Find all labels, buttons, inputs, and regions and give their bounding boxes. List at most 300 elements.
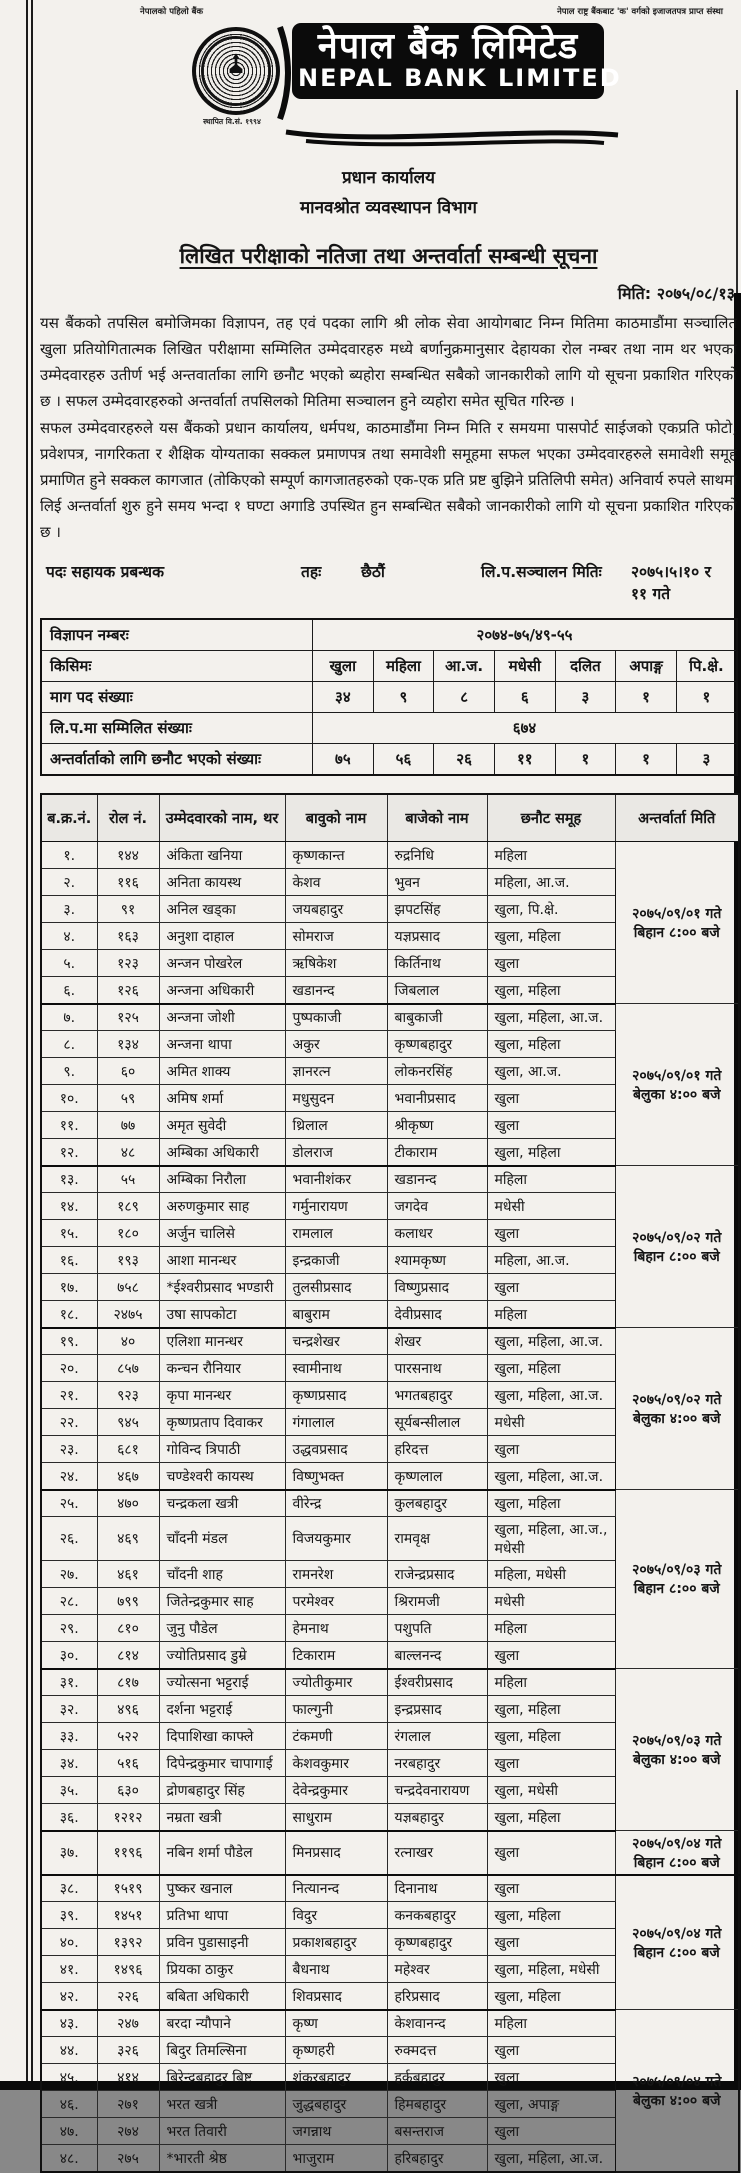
roll-cell: १२५ xyxy=(97,1004,159,1031)
sn-cell: ५. xyxy=(41,950,97,977)
level-value: छैठौं xyxy=(361,563,385,582)
interview-date-cell: २०७५/०९/०३ गते बेलुका ४:०० बजे xyxy=(615,1669,739,1831)
grandfather-cell: राजेन्द्रप्रसाद xyxy=(387,1561,487,1588)
roll-cell: ४१४ xyxy=(97,2064,159,2091)
group-cell: महिला xyxy=(487,2010,615,2037)
demand-count-cell: ८ xyxy=(434,682,495,713)
grandfather-cell: भगतबहादुर xyxy=(387,1382,487,1409)
group-cell: खुला xyxy=(487,1642,615,1669)
sn-cell: १५. xyxy=(41,1220,97,1247)
father-cell: उद्धवप्रसाद xyxy=(285,1436,387,1463)
selected-count-cell: ३ xyxy=(676,744,737,776)
sn-cell: ४३. xyxy=(41,2010,97,2037)
exam-date-value: २०७५।५।१० र ११ गते xyxy=(631,563,711,604)
name-cell: जुनु पौडेल xyxy=(159,1615,285,1642)
father-cell: भाजुराम xyxy=(285,2145,387,2172)
grandfather-cell: कलाधर xyxy=(387,1220,487,1247)
sn-cell: ३७. xyxy=(41,1831,97,1875)
father-cell: भवानीशंकर xyxy=(285,1166,387,1193)
father-cell: नित्यानन्द xyxy=(285,1875,387,1902)
grandfather-cell: हरिबहादुर xyxy=(387,2145,487,2172)
grandfather-cell: हिमबहादुर xyxy=(387,2091,487,2118)
father-cell: जयबहादुर xyxy=(285,896,387,923)
selected-label: अन्तर्वार्ताको लागि छनौट भएको संख्याः xyxy=(41,744,313,776)
roll-cell: २२६ xyxy=(97,1983,159,2010)
grandfather-cell: कृष्णलाल xyxy=(387,1463,487,1490)
name-cell: प्रविन पुडासाइनी xyxy=(159,1929,285,1956)
roll-cell: १४५१ xyxy=(97,1902,159,1929)
grandfather-cell: जिबलाल xyxy=(387,977,487,1004)
roll-cell: ४६१ xyxy=(97,1561,159,1588)
group-cell: महिला xyxy=(487,1166,615,1193)
group-cell: खुला, आ.ज. xyxy=(487,1058,615,1085)
grandfather-cell: रामवृक्ष xyxy=(387,1517,487,1561)
column-header: छनौट समूह xyxy=(487,794,615,842)
roll-cell: १४४ xyxy=(97,842,159,869)
table-row xyxy=(41,1004,739,1031)
sn-cell: १. xyxy=(41,842,97,869)
sn-cell: ४७. xyxy=(41,2118,97,2145)
selected-count-cell: ५६ xyxy=(373,744,434,776)
father-cell: मधुसुदन xyxy=(285,1085,387,1112)
sn-cell: २४. xyxy=(41,1463,97,1490)
grandfather-cell: टीकाराम xyxy=(387,1139,487,1166)
roll-cell: १४९६ xyxy=(97,1956,159,1983)
group-cell: खुला, महिला xyxy=(487,1031,615,1058)
emblem-caption: स्थापित वि.सं. १९९४ xyxy=(203,117,261,126)
father-cell: केशवकुमार xyxy=(285,1750,387,1777)
roll-cell: ८५७ xyxy=(97,1355,159,1382)
sn-cell: २०. xyxy=(41,1355,97,1382)
name-cell: जितेन्द्रकुमार साह xyxy=(159,1588,285,1615)
selected-count-cell: १ xyxy=(616,744,677,776)
page-border-line-left-outer xyxy=(26,0,28,2082)
grandfather-cell: रुक्मदत्त xyxy=(387,2037,487,2064)
category-cell: आ.ज. xyxy=(434,651,495,682)
father-cell: केशव xyxy=(285,869,387,896)
name-cell: अन्जना अधिकारी xyxy=(159,977,285,1004)
column-header: उम्मेदवारको नाम, थर xyxy=(159,794,285,842)
father-cell: जगन्नाथ xyxy=(285,2118,387,2145)
interview-date-cell: २०७५/०९/०१ गते बेलुका ४:०० बजे xyxy=(615,1004,739,1166)
father-cell: ज्ञानरत्न xyxy=(285,1058,387,1085)
grandfather-cell: बाल्लनन्द xyxy=(387,1642,487,1669)
roll-cell: २४७ xyxy=(97,2010,159,2037)
group-cell: खुला, महिला, आ.ज. xyxy=(487,1382,615,1409)
sn-cell: ३४. xyxy=(41,1750,97,1777)
group-cell: खुला, मधेसी xyxy=(487,1777,615,1804)
father-cell: तुलसीप्रसाद xyxy=(285,1274,387,1301)
name-cell: ज्योतिप्रसाद डुम्रे xyxy=(159,1642,285,1669)
sn-cell: १०. xyxy=(41,1085,97,1112)
name-cell: बबिता अधिकारी xyxy=(159,1983,285,2010)
roll-cell: ५१६ xyxy=(97,1750,159,1777)
demand-count-cell: ३ xyxy=(555,682,616,713)
roll-cell: १६३ xyxy=(97,923,159,950)
group-cell: खुला, महिला xyxy=(487,977,615,1004)
grandfather-cell: कृष्णबहादुर xyxy=(387,1929,487,1956)
name-cell: चाँदनी शाह xyxy=(159,1561,285,1588)
grandfather-cell: यज्ञबहादुर xyxy=(387,1804,487,1831)
category-cell: पि.क्षे. xyxy=(676,651,737,682)
sn-cell: ३५. xyxy=(41,1777,97,1804)
grandfather-cell: श्रीकृष्ण xyxy=(387,1112,487,1139)
sn-cell: ७. xyxy=(41,1004,97,1031)
appeared-value: ६७४ xyxy=(313,713,738,744)
grandfather-cell: पशुपति xyxy=(387,1615,487,1642)
name-cell: अनिता कायस्थ xyxy=(159,869,285,896)
name-cell: अम्बिका निरौला xyxy=(159,1166,285,1193)
father-cell: कृष्णप्रसाद xyxy=(285,1382,387,1409)
demand-label: माग पद संख्याः xyxy=(41,682,313,713)
demand-count-cell: १ xyxy=(676,682,737,713)
roll-cell: ९४५ xyxy=(97,1409,159,1436)
sn-cell: ३१. xyxy=(41,1669,97,1696)
sn-cell: २१. xyxy=(41,1382,97,1409)
group-cell: खुला xyxy=(487,2118,615,2145)
exam-date-label: लि.प.सञ्चालन मितिः xyxy=(481,563,602,582)
grandfather-cell: दिनानाथ xyxy=(387,1875,487,1902)
grandfather-cell: पारसनाथ xyxy=(387,1355,487,1382)
grandfather-cell: हर्कबहादुर xyxy=(387,2064,487,2091)
group-cell: मधेसी xyxy=(487,1409,615,1436)
name-cell: प्रतिभा थापा xyxy=(159,1902,285,1929)
grandfather-cell: हरिदत्त xyxy=(387,1436,487,1463)
name-cell: अंकिता खनिया xyxy=(159,842,285,869)
department-line: मानवश्रोत व्यवस्थापन विभाग xyxy=(300,198,477,218)
group-cell: खुला xyxy=(487,2064,615,2091)
sn-cell: ३६. xyxy=(41,1804,97,1831)
sn-cell: १६. xyxy=(41,1247,97,1274)
name-cell: अमित शाक्य xyxy=(159,1058,285,1085)
sn-cell: ४०. xyxy=(41,1929,97,1956)
interview-date-cell: २०७५/०९/०४ गते बिहान ८:०० बजे xyxy=(615,1831,739,1875)
roll-cell: १५१९ xyxy=(97,1875,159,1902)
table-row xyxy=(41,842,739,869)
roll-cell: ११६ xyxy=(97,869,159,896)
roll-cell: २७५ xyxy=(97,2145,159,2172)
father-cell: गर्मुनारायण xyxy=(285,1193,387,1220)
group-cell: खुला xyxy=(487,1085,615,1112)
grandfather-cell: हरिप्रसाद xyxy=(387,1983,487,2010)
father-cell: विजयकुमार xyxy=(285,1517,387,1561)
group-cell: खुला, महिला, आ.ज., मधेसी xyxy=(487,1517,615,1561)
roll-cell: १३४ xyxy=(97,1031,159,1058)
group-cell: महिला, आ.ज. xyxy=(487,1247,615,1274)
table-row xyxy=(41,1831,739,1875)
selected-count-cell: २६ xyxy=(434,744,495,776)
father-cell: शंकरबहादुर xyxy=(285,2064,387,2091)
page-border-line-left-inner xyxy=(31,0,33,2082)
roll-cell: १९३ xyxy=(97,1247,159,1274)
sn-cell: १४. xyxy=(41,1193,97,1220)
table-row xyxy=(41,1166,739,1193)
father-cell: देवेन्द्रकुमार xyxy=(285,1777,387,1804)
group-cell: खुला xyxy=(487,2037,615,2064)
father-cell: कृष्णकान्त xyxy=(285,842,387,869)
category-cell: खुला xyxy=(313,651,374,682)
interview-date-cell: २०७५/०९/०२ गते बिहान ८:०० बजे xyxy=(615,1166,739,1328)
grandfather-cell: बाबुकाजी xyxy=(387,1004,487,1031)
grandfather-cell: कनकबहादुर xyxy=(387,1902,487,1929)
grandfather-cell: झपटसिंह xyxy=(387,896,487,923)
group-cell: महिला xyxy=(487,842,615,869)
roll-cell: ८१४ xyxy=(97,1642,159,1669)
group-cell: खुला, महिला xyxy=(487,1902,615,1929)
group-cell: खुला, महिला xyxy=(487,1983,615,2010)
father-cell: सोमराज xyxy=(285,923,387,950)
column-header: ब.क्र.नं. xyxy=(41,794,97,842)
interview-date-cell: २०७५/०९/०४ गते बेलुका ४:०० बजे xyxy=(615,2010,739,2172)
head-office-line: प्रधान कार्यालय xyxy=(342,168,435,188)
post-level-date-line xyxy=(40,560,737,604)
license-note: नेपाल राष्ट्र बैंकबाट 'क' वर्गको इजाजतपत्र प्राप्त संस्था xyxy=(557,7,723,17)
father-cell: प्रकाशबहादुर xyxy=(285,1929,387,1956)
name-cell: अनिल खड्का xyxy=(159,896,285,923)
roll-cell: ३२६ xyxy=(97,2037,159,2064)
father-cell: बाबुराम xyxy=(285,1301,387,1328)
sn-cell: ४८. xyxy=(41,2145,97,2172)
sn-cell: ६. xyxy=(41,977,97,1004)
father-cell: मिनप्रसाद xyxy=(285,1831,387,1875)
sn-cell: ९. xyxy=(41,1058,97,1085)
sn-cell: ४६. xyxy=(41,2091,97,2118)
group-cell: खुला xyxy=(487,1436,615,1463)
father-cell: कृष्णहरी xyxy=(285,2037,387,2064)
grandfather-cell: यज्ञप्रसाद xyxy=(387,923,487,950)
bank-logo-banner xyxy=(292,23,622,99)
name-cell: उषा सापकोटा xyxy=(159,1301,285,1328)
group-cell: खुला, महिला xyxy=(487,1804,615,1831)
notice-title: लिखित परीक्षाको नतिजा तथा अन्तर्वार्ता सम्बन्धी सूचना xyxy=(179,244,598,268)
roll-cell: १३९२ xyxy=(97,1929,159,1956)
roll-cell: ५५ xyxy=(97,1166,159,1193)
group-cell: मधेसी xyxy=(487,1588,615,1615)
father-cell: डोलराज xyxy=(285,1139,387,1166)
appeared-row xyxy=(41,713,737,744)
father-cell: खडानन्द xyxy=(285,977,387,1004)
sn-cell: १२. xyxy=(41,1139,97,1166)
name-cell: अम्बिका अधिकारी xyxy=(159,1139,285,1166)
name-cell: भरत तिवारी xyxy=(159,2118,285,2145)
father-cell: विदुर xyxy=(285,1902,387,1929)
name-cell: ज्योत्सना भट्टराई xyxy=(159,1669,285,1696)
father-cell: ऋषिकेश xyxy=(285,950,387,977)
group-cell: खुला, महिला, आ.ज. xyxy=(487,1328,615,1355)
table-row xyxy=(41,1669,739,1696)
grandfather-cell: भवानीप्रसाद xyxy=(387,1085,487,1112)
grandfather-cell: किर्तिनाथ xyxy=(387,950,487,977)
roll-cell: ६३० xyxy=(97,1777,159,1804)
sn-cell: ३९. xyxy=(41,1902,97,1929)
group-cell: महिला, मधेसी xyxy=(487,1561,615,1588)
group-cell: खुला, महिला xyxy=(487,923,615,950)
name-cell: बरदा न्यौपाने xyxy=(159,2010,285,2037)
roll-cell: २७१ xyxy=(97,2091,159,2118)
name-cell: अन्जना जोशी xyxy=(159,1004,285,1031)
group-cell: खुला, महिला, आ.ज. xyxy=(487,1463,615,1490)
name-cell: आशा मानन्धर xyxy=(159,1247,285,1274)
roll-cell: २४७५ xyxy=(97,1301,159,1328)
grandfather-cell: रत्नाखर xyxy=(387,1831,487,1875)
name-cell: कन्चन रौनियार xyxy=(159,1355,285,1382)
roll-cell: १२६ xyxy=(97,977,159,1004)
table-row xyxy=(41,1328,739,1355)
group-cell: खुला, महिला xyxy=(487,1696,615,1723)
roll-cell: २७४ xyxy=(97,2118,159,2145)
roll-cell: ४७० xyxy=(97,1490,159,1517)
bank-logo-block xyxy=(40,21,737,163)
father-cell: पुष्पकाजी xyxy=(285,1004,387,1031)
group-cell: खुला, पि.क्षे. xyxy=(487,896,615,923)
group-cell: खुला, महिला xyxy=(487,1139,615,1166)
group-cell: खुला xyxy=(487,1112,615,1139)
top-micro-notes xyxy=(40,0,737,17)
name-cell: एलिशा मानन्धर xyxy=(159,1328,285,1355)
grandfather-cell: केशवानन्द xyxy=(387,2010,487,2037)
roll-cell: ४८ xyxy=(97,1139,159,1166)
sn-cell: १७. xyxy=(41,1274,97,1301)
category-cell: मधेसी xyxy=(494,651,555,682)
sn-cell: ११. xyxy=(41,1112,97,1139)
father-cell: गंगालाल xyxy=(285,1409,387,1436)
name-cell: अर्जुन चालिसे xyxy=(159,1220,285,1247)
sn-cell: ३०. xyxy=(41,1642,97,1669)
roll-cell: ८१० xyxy=(97,1615,159,1642)
name-cell: चाँदनी मंडल xyxy=(159,1517,285,1561)
group-cell: खुला xyxy=(487,1831,615,1875)
group-cell: महिला, आ.ज. xyxy=(487,869,615,896)
father-cell: चन्द्रशेखर xyxy=(285,1328,387,1355)
group-cell: खुला xyxy=(487,1750,615,1777)
roll-cell: ४९६ xyxy=(97,1696,159,1723)
group-cell: खुला xyxy=(487,1220,615,1247)
banner-swoosh-decoration xyxy=(282,125,622,149)
category-cell: दलित xyxy=(555,651,616,682)
selected-count-cell: ७५ xyxy=(313,744,374,776)
table-row xyxy=(41,1875,739,1902)
category-cell: अपाङ्ग xyxy=(616,651,677,682)
sn-cell: ३३. xyxy=(41,1723,97,1750)
name-cell: नबिन शर्मा पौडेल xyxy=(159,1831,285,1875)
sn-cell: २८. xyxy=(41,1588,97,1615)
name-cell: गोविन्द त्रिपाठी xyxy=(159,1436,285,1463)
roll-cell: ९१ xyxy=(97,896,159,923)
name-cell: *ईश्वरीप्रसाद भण्डारी xyxy=(159,1274,285,1301)
group-cell: खुला, महिला xyxy=(487,1723,615,1750)
group-cell: खुला xyxy=(487,1929,615,1956)
father-cell: शिवप्रसाद xyxy=(285,1983,387,2010)
father-cell: जुद्धबहादुर xyxy=(285,2091,387,2118)
roll-cell: ८१७ xyxy=(97,1669,159,1696)
grandfather-cell: लोकनरसिंह xyxy=(387,1058,487,1085)
sn-cell: २२. xyxy=(41,1409,97,1436)
sn-cell: २. xyxy=(41,869,97,896)
father-cell: कृष्ण xyxy=(285,2010,387,2037)
notice-date: मिति: २०७५/०८/१३ xyxy=(617,284,735,303)
post-label: पदः सहायक प्रबन्धक xyxy=(46,563,164,582)
sn-cell: २५. xyxy=(41,1490,97,1517)
table-row xyxy=(41,2010,739,2037)
sn-cell: १३. xyxy=(41,1166,97,1193)
group-cell: खुला, महिला xyxy=(487,1355,615,1382)
father-cell: बैधनाथ xyxy=(285,1956,387,1983)
category-row xyxy=(41,651,737,682)
demand-count-cell: ६ xyxy=(494,682,555,713)
roll-cell: ७७ xyxy=(97,1112,159,1139)
name-cell: अनुशा दाहाल xyxy=(159,923,285,950)
father-cell: अकुर xyxy=(285,1031,387,1058)
result-table xyxy=(40,793,740,2173)
roll-cell: १८० xyxy=(97,1220,159,1247)
sn-cell: १८. xyxy=(41,1301,97,1328)
group-cell: महिला xyxy=(487,1615,615,1642)
grandfather-cell: नरबहादुर xyxy=(387,1750,487,1777)
advert-number-label: विज्ञापन नम्बरः xyxy=(41,619,313,651)
roll-cell: ४६९ xyxy=(97,1517,159,1561)
first-bank-note: नेपालको पहिलो बैंक xyxy=(140,7,204,17)
grandfather-cell: ईश्वरीप्रसाद xyxy=(387,1669,487,1696)
name-cell: कृपा मानन्धर xyxy=(159,1382,285,1409)
column-header: बावुको नाम xyxy=(285,794,387,842)
name-cell: दिपेन्द्रकुमार चापागाई xyxy=(159,1750,285,1777)
grandfather-cell: महेश्वर xyxy=(387,1956,487,1983)
demand-count-cell: १ xyxy=(616,682,677,713)
father-cell: फाल्गुनी xyxy=(285,1696,387,1723)
sn-cell: ३. xyxy=(41,896,97,923)
sn-cell: ४१. xyxy=(41,1956,97,1983)
grandfather-cell: विष्णुप्रसाद xyxy=(387,1274,487,1301)
appeared-label: लि.प.मा सम्मिलित संख्याः xyxy=(41,713,313,744)
name-cell: अमृत सुवेदी xyxy=(159,1112,285,1139)
selected-row xyxy=(41,744,737,776)
name-cell: बिदुर तिमल्सिना xyxy=(159,2037,285,2064)
interview-date-cell: २०७५/०९/०४ गते बिहान ८:०० बजे xyxy=(615,1875,739,2010)
interview-date-cell: २०७५/०९/०३ गते बिहान ८:०० बजे xyxy=(615,1490,739,1669)
name-cell: अन्जन पोखरेल xyxy=(159,950,285,977)
column-header: बाजेको नाम xyxy=(387,794,487,842)
table-row xyxy=(41,1490,739,1517)
father-cell: स्वामीनाथ xyxy=(285,1355,387,1382)
roll-cell: ५९ xyxy=(97,1085,159,1112)
name-cell: दिपाशिखा काफ्ले xyxy=(159,1723,285,1750)
name-cell: चण्डेश्वरी कायस्थ xyxy=(159,1463,285,1490)
roll-cell: ७९९ xyxy=(97,1588,159,1615)
name-cell: अमिष शर्मा xyxy=(159,1085,285,1112)
name-cell: भरत खत्री xyxy=(159,2091,285,2118)
sn-cell: २९. xyxy=(41,1615,97,1642)
father-cell: परमेश्वर xyxy=(285,1588,387,1615)
sn-cell: २६. xyxy=(41,1517,97,1561)
group-cell: खुला, अपाङ्ग xyxy=(487,2091,615,2118)
sn-cell: ४. xyxy=(41,923,97,950)
group-cell: खुला, महिला, आ.ज. xyxy=(487,1004,615,1031)
roll-cell: ६८१ xyxy=(97,1436,159,1463)
sn-cell: ४२. xyxy=(41,1983,97,2010)
category-label: किसिमः xyxy=(41,651,313,682)
bank-name-nepali: नेपाल बैंक लिमिटेड xyxy=(317,26,579,67)
grandfather-cell: बसन्तराज xyxy=(387,2118,487,2145)
sn-cell: ४५. xyxy=(41,2064,97,2091)
bank-emblem-icon xyxy=(192,27,280,115)
roll-cell: ५२२ xyxy=(97,1723,159,1750)
grandfather-cell: कृष्णबहादुर xyxy=(387,1031,487,1058)
advert-number-value: २०७४-७५/४९-५५ xyxy=(313,619,738,651)
sn-cell: २३. xyxy=(41,1436,97,1463)
demand-count-cell: ९ xyxy=(373,682,434,713)
group-cell: खुला, महिला, आ.ज. xyxy=(487,2145,615,2172)
grandfather-cell: श्रिरामजी xyxy=(387,1588,487,1615)
